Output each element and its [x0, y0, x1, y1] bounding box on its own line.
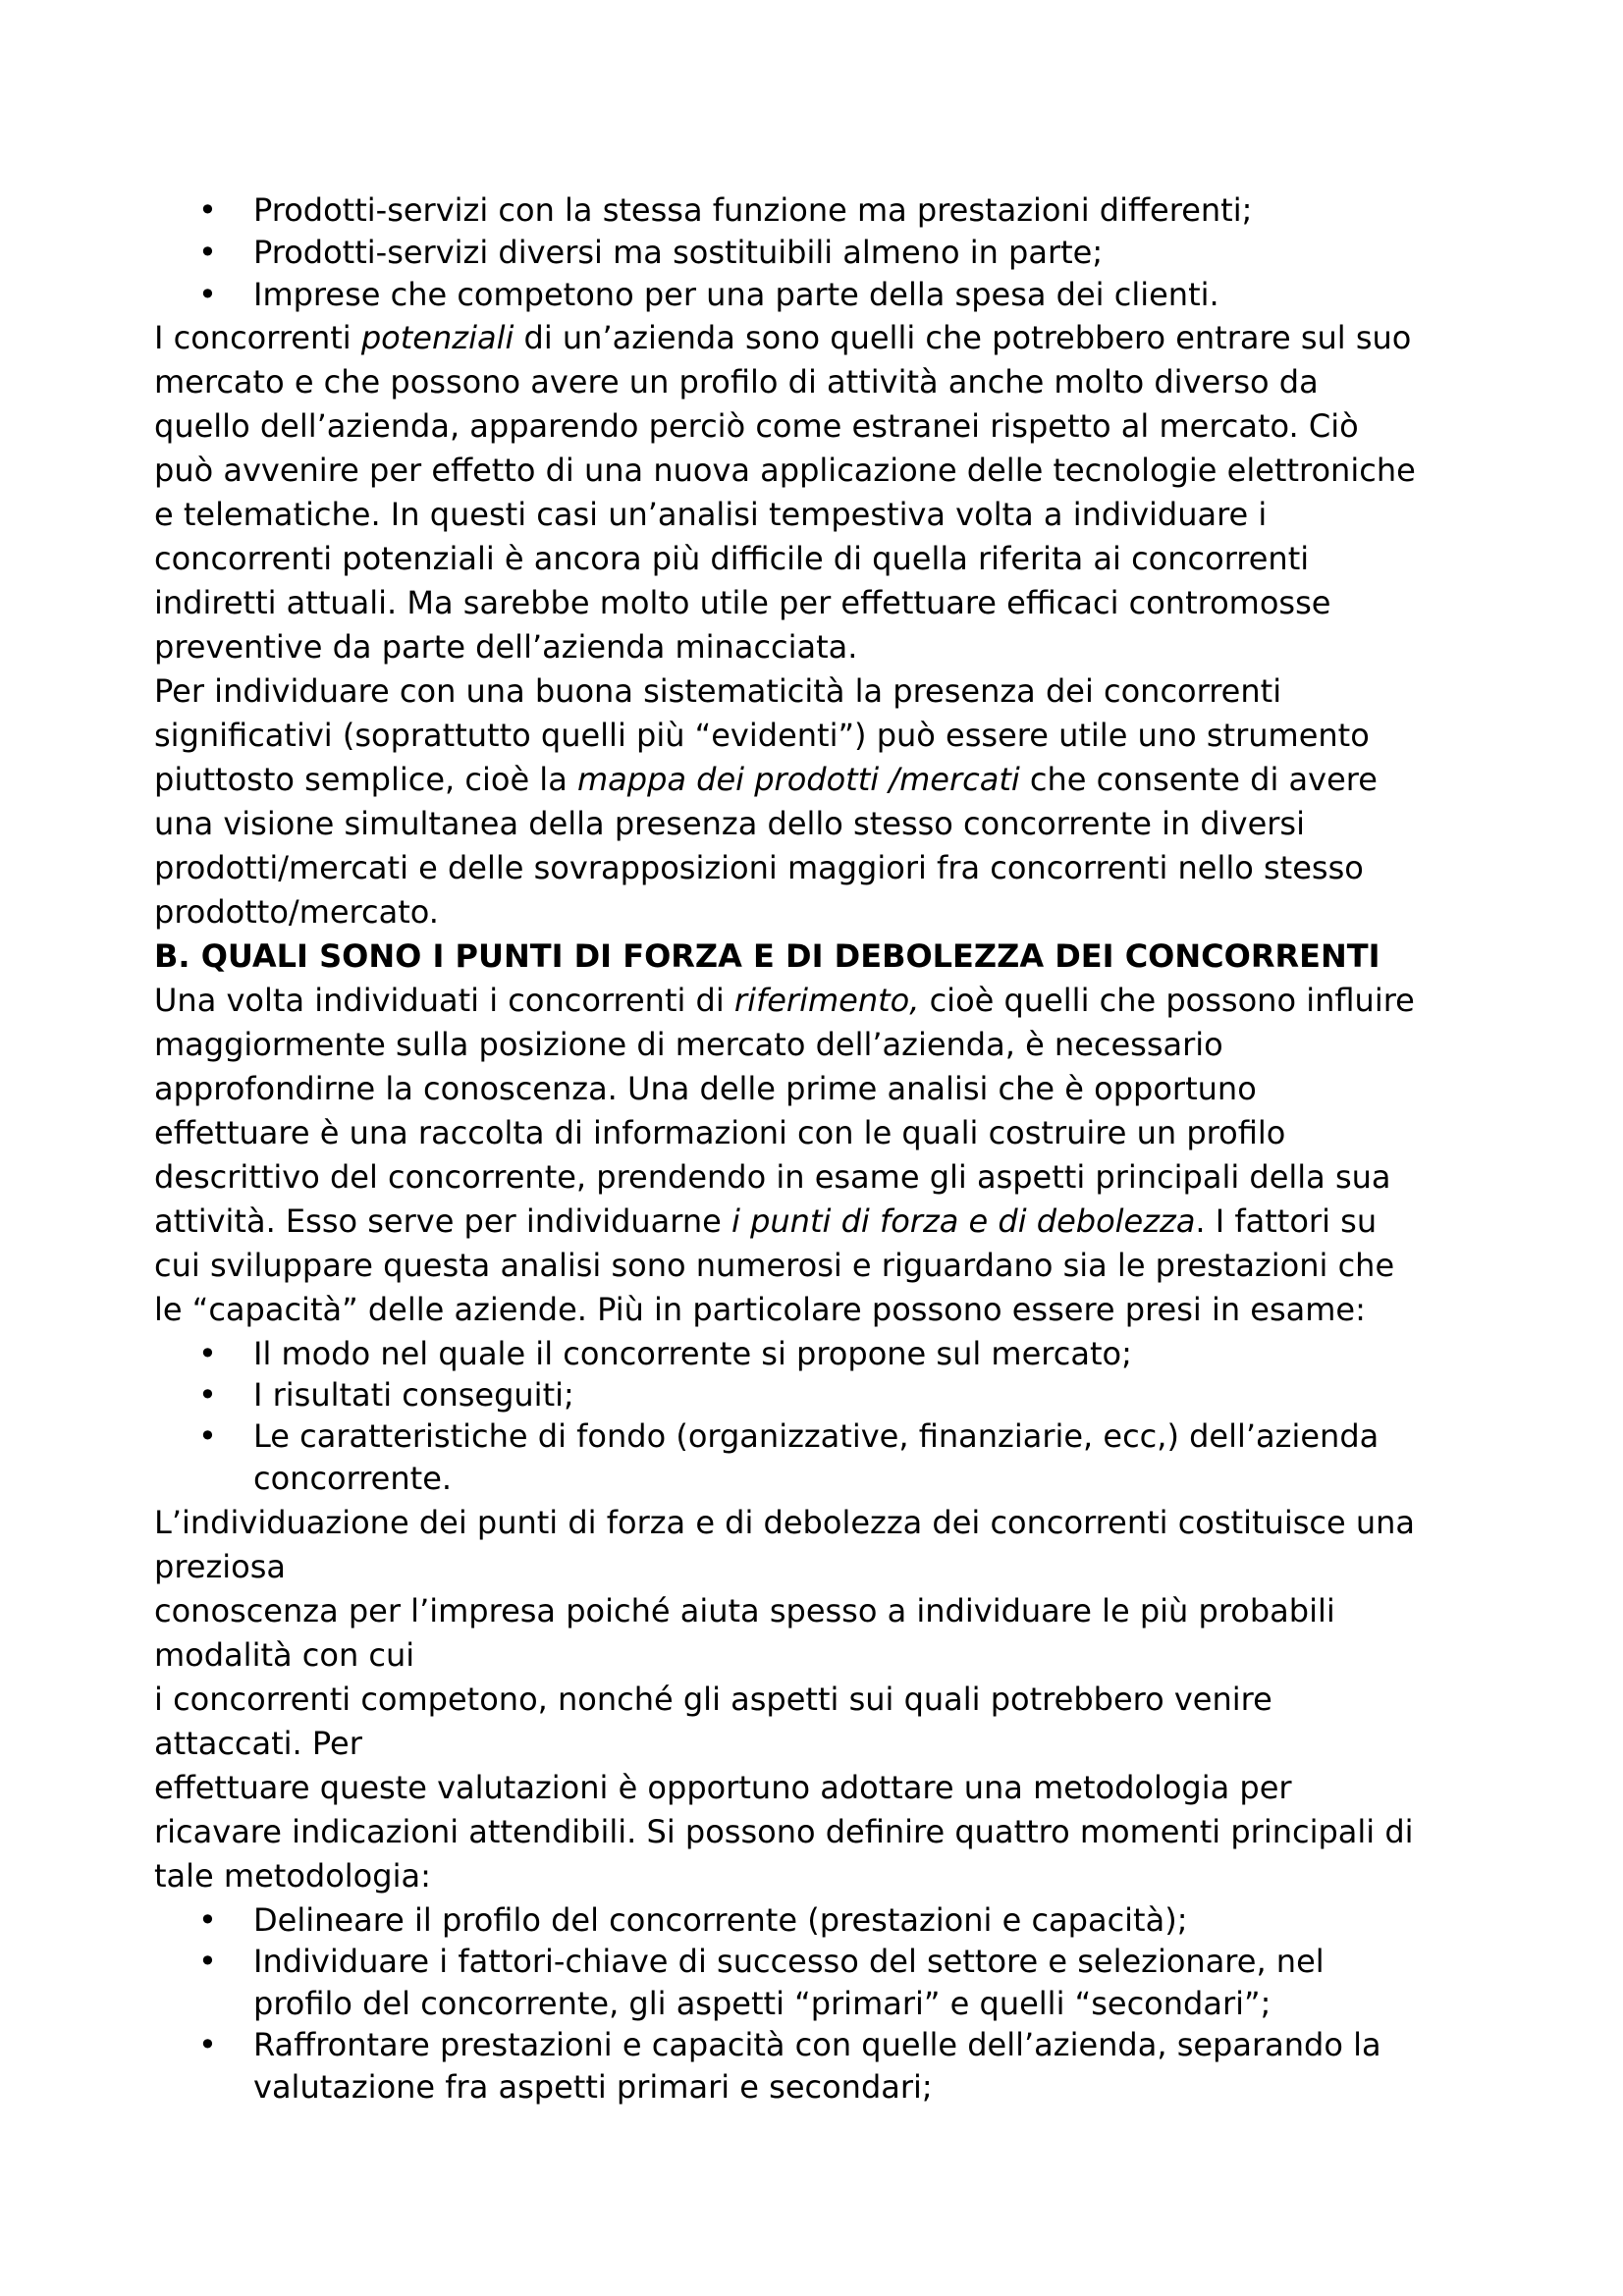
bullet-icon: •: [198, 191, 217, 229]
paragraph-line: maggiormente sulla posizione di mercato dell’azienda, è necessario: [154, 1026, 1223, 1063]
bullet-icon: •: [198, 1943, 217, 1980]
paragraph-line: modalità con cui: [154, 1636, 415, 1674]
bullet-icon: •: [198, 1376, 217, 1414]
emphasis-text: mappa dei prodotti /mercati: [576, 761, 1020, 798]
text-span: attività. Esso serve per individuarne: [154, 1202, 732, 1240]
bullet-icon: •: [198, 1335, 217, 1372]
list-item: I risultati conseguiti;: [253, 1376, 574, 1414]
paragraph-line: attaccati. Per: [154, 1725, 362, 1762]
paragraph-line: [154, 758, 1378, 802]
paragraph-line: preventive da parte dell’azienda minacciata.: [154, 628, 858, 666]
paragraph-line: i concorrenti competono, nonché gli aspetti sui quali potrebbero venire: [154, 1681, 1272, 1718]
paragraph-line: ricavare indicazioni attendibili. Si possono definire quattro momenti principali di: [154, 1813, 1414, 1850]
paragraph-line: prodotto/mercato.: [154, 893, 439, 931]
text-span: piuttosto semplice, cioè la: [154, 761, 577, 798]
list-item: Delineare il profilo del concorrente (prestazioni e capacità);: [253, 1901, 1188, 1939]
paragraph-line: significativi (soprattutto quelli più “evidenti”) può essere utile uno strumento: [154, 717, 1370, 754]
paragraph-line: effettuare è una raccolta di informazioni con le quali costruire un profilo: [154, 1114, 1286, 1151]
list-item-continuation: concorrente.: [253, 1460, 453, 1497]
emphasis-text: i punti di forza e di debolezza: [731, 1202, 1196, 1240]
paragraph-line: [154, 979, 1415, 1023]
paragraph-line: L’individuazione dei punti di forza e di debolezza dei concorrenti costituisce una: [154, 1504, 1415, 1541]
paragraph-line: prodotti/mercati e delle sovrapposizioni maggiori fra concorrenti nello stesso: [154, 849, 1364, 886]
paragraph-line: indiretti attuali. Ma sarebbe molto utile per effettuare efficaci contromosse: [154, 584, 1331, 621]
list-item: Prodotti-servizi con la stessa funzione ma prestazioni differenti;: [253, 191, 1253, 229]
bullet-icon: •: [198, 1901, 217, 1939]
text-span: che consente di avere: [1019, 761, 1378, 798]
bullet-icon: •: [198, 2026, 217, 2063]
bullet-icon: •: [198, 276, 217, 313]
text-span: . I fattori su: [1195, 1202, 1378, 1240]
list-item-continuation: valutazione fra aspetti primari e secondari;: [253, 2068, 933, 2106]
list-item: Il modo nel quale il concorrente si propone sul mercato;: [253, 1335, 1132, 1372]
paragraph-line: preziosa: [154, 1548, 286, 1585]
paragraph-line: conoscenza per l’impresa poiché aiuta spesso a individuare le più probabili: [154, 1592, 1335, 1629]
list-item: Raffrontare prestazioni e capacità con quelle dell’azienda, separando la: [253, 2026, 1381, 2063]
paragraph-line: approfondirne la conoscenza. Una delle prime analisi che è opportuno: [154, 1070, 1257, 1107]
paragraph-line: e telematiche. In questi casi un’analisi tempestiva volta a individuare i: [154, 496, 1268, 533]
list-item: Imprese che competono per una parte della spesa dei clienti.: [253, 276, 1219, 313]
paragraph-line: [154, 316, 1411, 360]
paragraph-line: può avvenire per effetto di una nuova applicazione delle tecnologie elettroniche: [154, 452, 1416, 489]
paragraph-line: concorrenti potenziali è ancora più difficile di quella riferita ai concorrenti: [154, 540, 1310, 577]
bullet-icon: •: [198, 234, 217, 271]
paragraph-line: mercato e che possono avere un profilo di attività anche molto diverso da: [154, 363, 1319, 400]
bullet-icon: •: [198, 1417, 217, 1455]
paragraph-line: tale metodologia:: [154, 1857, 431, 1895]
section-heading: B. QUALI SONO I PUNTI DI FORZA E DI DEBOLEZZA DEI CONCORRENTI: [154, 937, 1380, 975]
paragraph-line: quello dell’azienda, apparendo perciò come estranei rispetto al mercato. Ciò: [154, 407, 1359, 445]
paragraph-line: Per individuare con una buona sistematicità la presenza dei concorrenti: [154, 672, 1282, 710]
emphasis-text: riferimento,: [733, 982, 920, 1019]
list-item: Le caratteristiche di fondo (organizzative, finanziarie, ecc,) dell’azienda: [253, 1417, 1380, 1455]
list-item: Prodotti-servizi diversi ma sostituibili almeno in parte;: [253, 234, 1104, 271]
text-span: Una volta individuati i concorrenti di: [154, 982, 734, 1019]
emphasis-text: potenziali: [360, 319, 514, 356]
text-span: di un’azienda sono quelli che potrebbero entrare sul suo: [514, 319, 1412, 356]
paragraph-line: [154, 1200, 1377, 1244]
paragraph-line: descrittivo del concorrente, prendendo in esame gli aspetti principali della sua: [154, 1158, 1391, 1196]
paragraph-line: cui sviluppare questa analisi sono numerosi e riguardano sia le prestazioni che: [154, 1247, 1395, 1284]
list-item-continuation: profilo del concorrente, gli aspetti “primari” e quelli “secondari”;: [253, 1985, 1271, 2022]
paragraph-line: una visione simultanea della presenza dello stesso concorrente in diversi: [154, 805, 1305, 842]
list-item: Individuare i fattori-chiave di successo del settore e selezionare, nel: [253, 1943, 1325, 1980]
paragraph-line: effettuare queste valutazioni è opportuno adottare una metodologia per: [154, 1769, 1292, 1806]
text-span: cioè quelli che possono influire: [919, 982, 1415, 1019]
paragraph-line: le “capacità” delle aziende. Più in particolare possono essere presi in esame:: [154, 1291, 1366, 1328]
text-span: I concorrenti: [154, 319, 361, 356]
